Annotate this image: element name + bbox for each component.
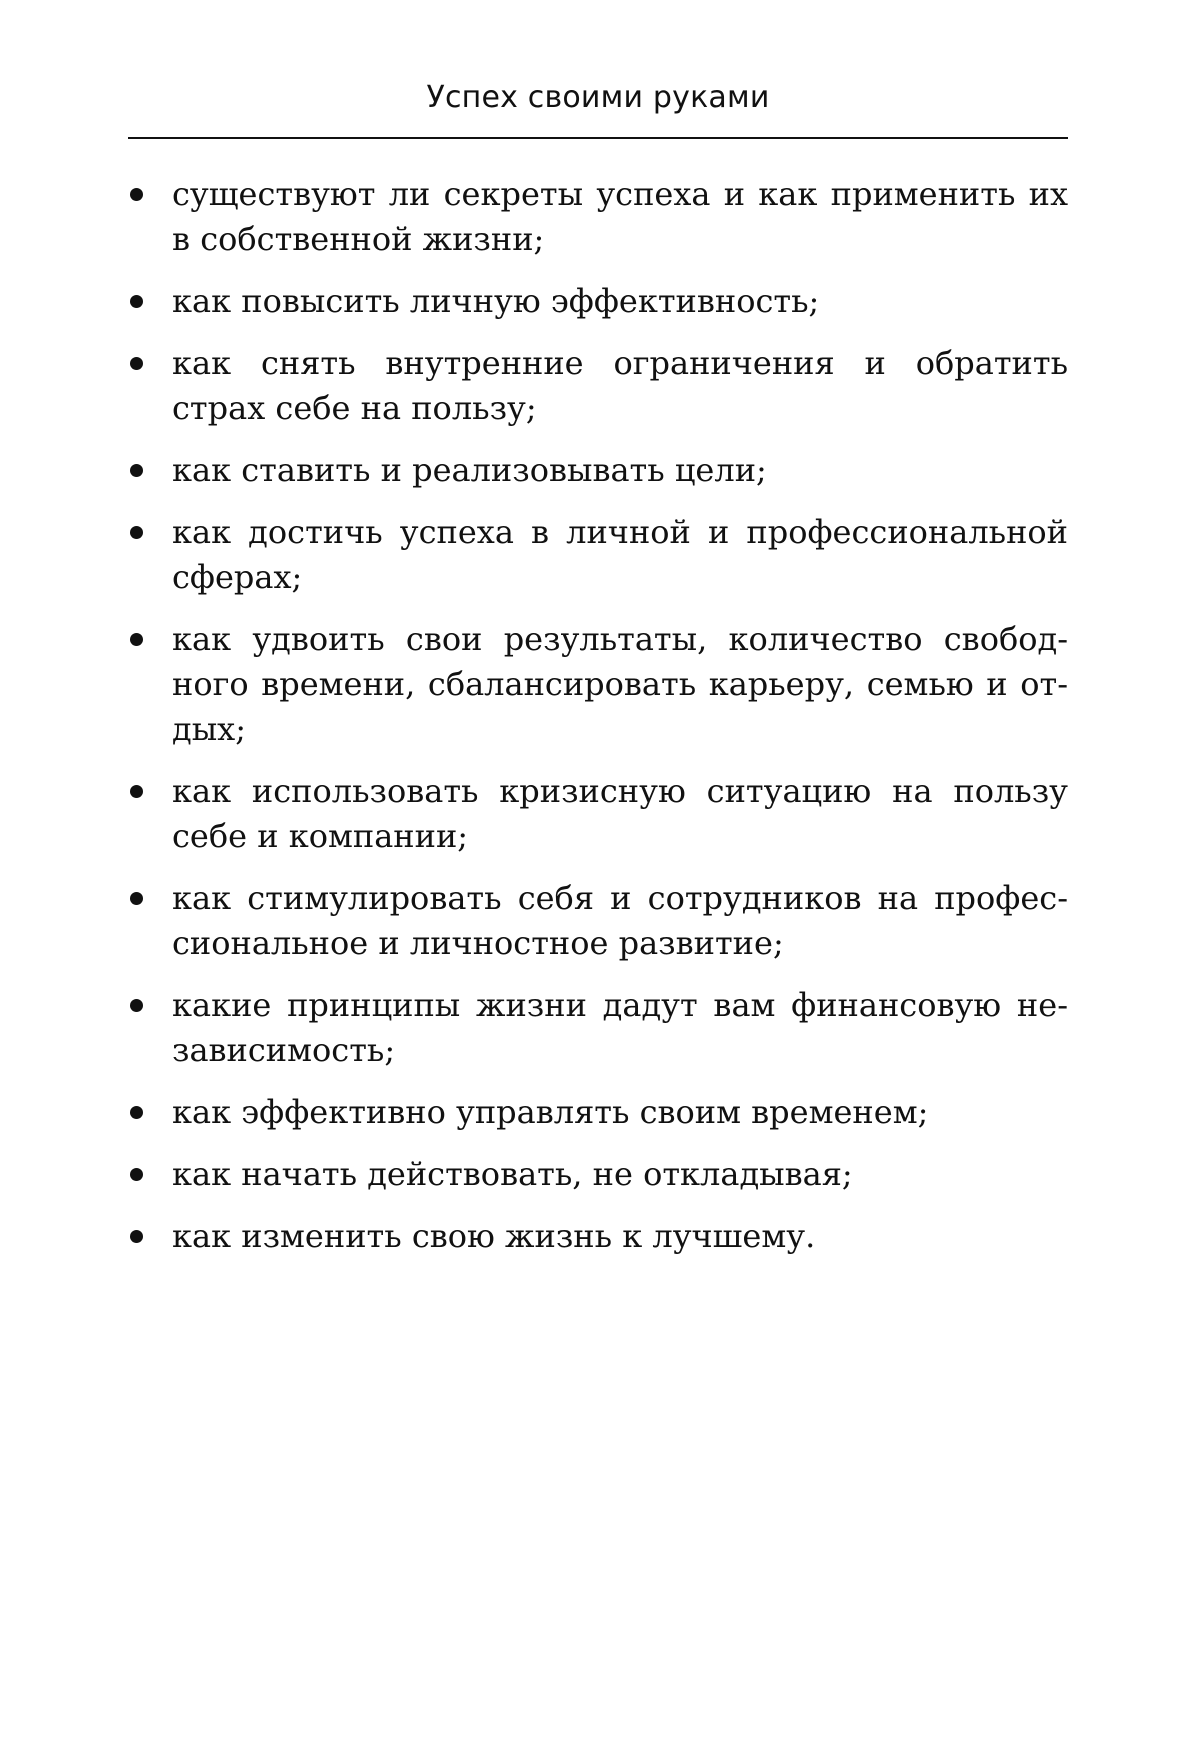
list-item-text: как изменить свою жизнь к лучшему. xyxy=(172,1217,816,1255)
list-item xyxy=(128,510,1068,600)
list-item-text: как эффективно управлять своим временем; xyxy=(172,1093,929,1131)
list-item-text: как ставить и реализовывать цели; xyxy=(172,451,767,489)
bullet-icon xyxy=(130,295,143,308)
list-item xyxy=(128,172,1068,262)
list-item xyxy=(128,769,1068,859)
list-item-text: существуют ли секреты успеха и как применить их в собственной жизни; xyxy=(172,175,1068,258)
bullet-icon xyxy=(130,464,143,477)
bullet-icon xyxy=(130,633,143,646)
list-item xyxy=(128,279,1068,324)
list-item-text: как достичь успеха в личной и профессиональной сферах; xyxy=(172,513,1068,596)
list-item-text: как снять внутренние ограничения и обратить страх себе на пользу; xyxy=(172,344,1068,427)
list-item xyxy=(128,1152,1068,1197)
bullet-icon xyxy=(130,1106,143,1119)
bullet-icon xyxy=(130,999,143,1012)
list-item-text: какие принципы жизни дадут вам финансовую независимость; xyxy=(172,986,1068,1069)
bullet-icon xyxy=(130,188,143,201)
list-item-text: как повысить личную эффективность; xyxy=(172,282,820,320)
list-item-text: как начать действовать, не откладывая; xyxy=(172,1155,853,1193)
list-item xyxy=(128,617,1068,752)
list-item xyxy=(128,341,1068,431)
bullet-icon xyxy=(130,526,143,539)
bullet-icon xyxy=(130,1230,143,1243)
list-item xyxy=(128,876,1068,966)
list-item xyxy=(128,1090,1068,1135)
list-item-text: как стимулировать себя и сотрудников на профессиональное и личностное развитие; xyxy=(172,879,1068,962)
list-item-text: как использовать кризисную ситуацию на пользу себе и компании; xyxy=(172,772,1068,855)
list-item xyxy=(128,1214,1068,1259)
list-item-text: как удвоить свои результаты, количество свободного времени, сбалансировать карьеру, семью и отдых; xyxy=(172,620,1068,748)
bullet-icon xyxy=(130,1168,143,1181)
bullet-list xyxy=(128,172,1068,1276)
list-item xyxy=(128,983,1068,1073)
bullet-icon xyxy=(130,357,143,370)
header-rule xyxy=(128,137,1068,139)
list-item xyxy=(128,448,1068,493)
bullet-icon xyxy=(130,785,143,798)
bullet-icon xyxy=(130,892,143,905)
running-header: Успех своими руками xyxy=(426,80,770,115)
